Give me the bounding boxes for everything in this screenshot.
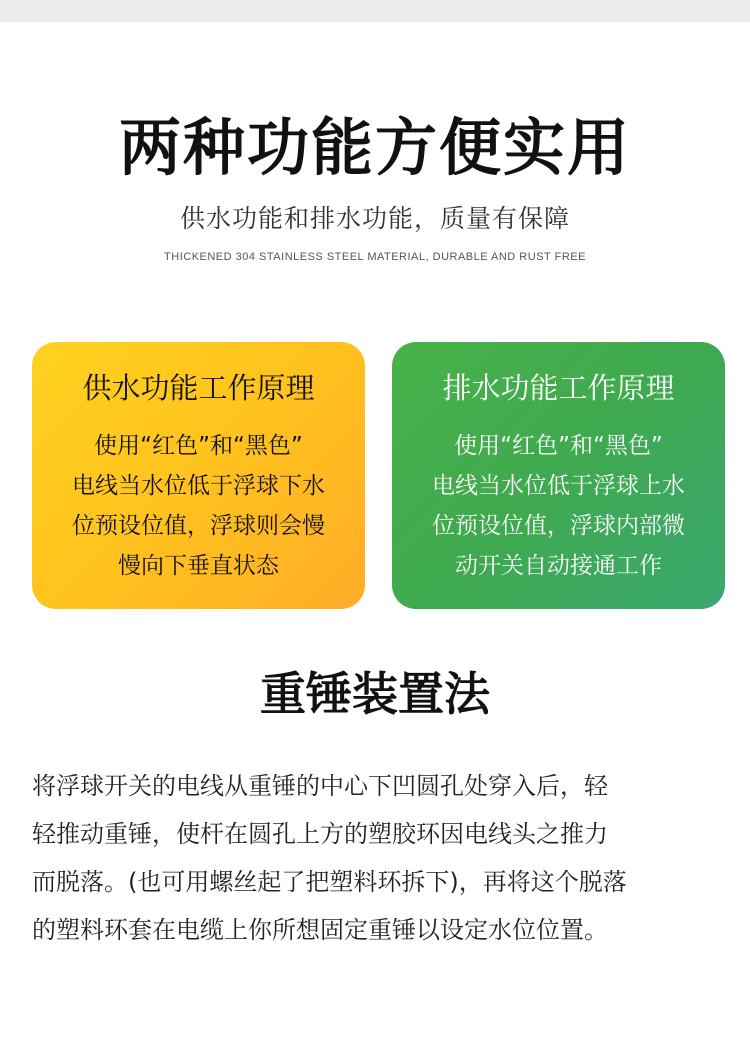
drain-card-body [410, 426, 707, 586]
drain-card-line: 使用“红色”和“黑色” [454, 433, 663, 459]
drain-card-line: 位预设位值，浮球内部微 [432, 513, 685, 539]
supply-function-card [32, 342, 365, 609]
drain-card-title: 排水功能工作原理 [442, 371, 675, 405]
page-subtitle-english: THICKENED 304 STAINLESS STEEL MATERIAL, DURABLE AND RUST FREE [164, 251, 586, 263]
page-subtitle: 供水功能和排水功能，质量有保障 [179, 204, 570, 233]
drain-card-line: 动开关自动接通工作 [455, 553, 662, 579]
page-title: 两种功能方便实用 [118, 111, 631, 184]
drain-card-line: 电线当水位低于浮球上水 [432, 473, 685, 499]
supply-card-body [50, 426, 347, 586]
supply-card-title: 供水功能工作原理 [82, 371, 315, 405]
supply-card-line: 电线当水位低于浮球下水 [72, 473, 325, 499]
supply-card-line: 位预设位值，浮球则会慢 [72, 513, 325, 539]
paragraph-line: 而脱落。(也可用螺丝起了把塑料环拆下)，再将这个脱落 [32, 868, 627, 896]
supply-card-line: 慢向下垂直状态 [118, 553, 279, 579]
top-strip [0, 0, 750, 22]
paragraph-line: 的塑料环套在电缆上你所想固定重锤以设定水位位置。 [32, 916, 608, 944]
paragraph-line: 将浮球开关的电线从重锤的中心下凹圆孔处穿入后，轻 [32, 772, 608, 800]
section-title: 重锤装置法 [260, 667, 490, 721]
paragraph-line: 轻推动重锤，使杆在圆孔上方的塑胶环因电线头之推力 [32, 820, 608, 848]
section-paragraph [32, 762, 722, 954]
drain-function-card [392, 342, 725, 609]
supply-card-line: 使用“红色”和“黑色” [94, 433, 303, 459]
